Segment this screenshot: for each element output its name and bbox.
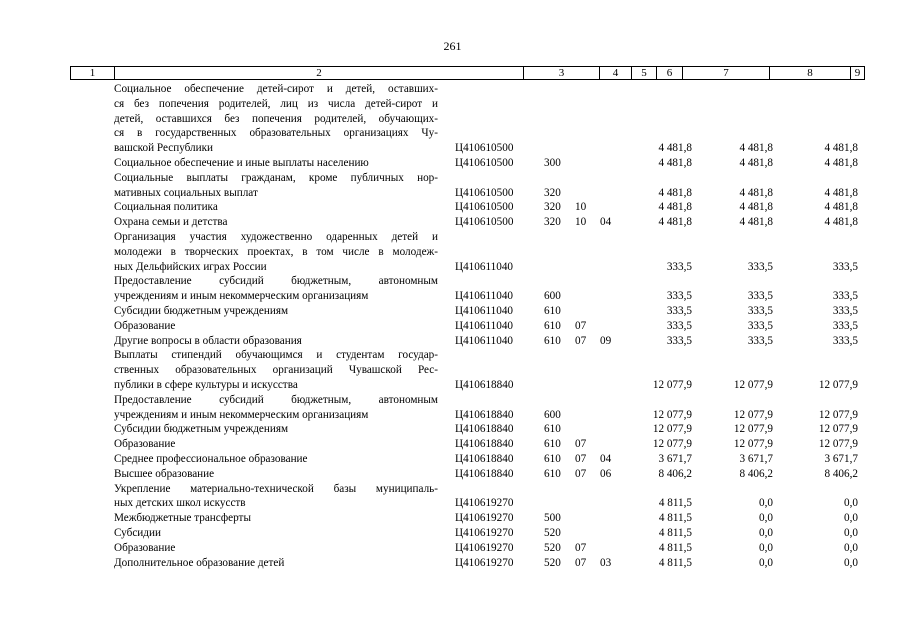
row-name — [114, 526, 438, 541]
row-value-9: 0,0 — [844, 526, 858, 539]
row-value-9: 3 671,7 — [824, 452, 858, 465]
row-value-9: 0,0 — [844, 541, 858, 554]
row-name — [114, 274, 438, 304]
row-value-9: 0,0 — [844, 512, 858, 525]
row-value-8: 3 671,7 — [739, 452, 773, 465]
row-name — [114, 452, 438, 467]
row-name-line: Предоставление субсидий бюджетным, автономным — [114, 393, 438, 406]
row-col-5: 07 — [575, 452, 587, 465]
row-name — [114, 541, 438, 556]
row-value-8: 4 481,8 — [739, 186, 773, 199]
row-code: Ц410618840 — [455, 467, 514, 480]
row-value-8: 8 406,2 — [739, 467, 773, 480]
row-name — [114, 230, 438, 274]
row-name — [114, 422, 438, 437]
row-name — [114, 319, 438, 334]
row-code: Ц410618840 — [455, 378, 514, 391]
row-name — [114, 200, 438, 215]
row-value-9: 333,5 — [832, 290, 858, 303]
table-row — [0, 526, 905, 541]
row-code: Ц410610500 — [455, 201, 514, 214]
row-value-8: 4 481,8 — [739, 156, 773, 169]
row-value-7: 4 811,5 — [658, 512, 692, 525]
row-col-6: 09 — [600, 334, 612, 347]
row-code: Ц410610500 — [455, 216, 514, 229]
row-code: Ц410618840 — [455, 408, 514, 421]
table-row — [0, 334, 905, 349]
row-code: Ц410611040 — [455, 334, 514, 347]
table-row — [0, 393, 905, 423]
row-value-9: 333,5 — [832, 260, 858, 273]
row-col-4: 600 — [544, 290, 561, 303]
row-value-7: 4 811,5 — [658, 526, 692, 539]
table-row — [0, 437, 905, 452]
table-row — [0, 467, 905, 482]
row-name-line: Высшее образование — [114, 467, 215, 480]
row-value-8: 0,0 — [759, 526, 773, 539]
table-row — [0, 200, 905, 215]
row-name-line: Социальное обеспечение детей-сирот и детей, оставших- — [114, 83, 438, 95]
row-name — [114, 156, 438, 171]
row-name — [114, 82, 438, 156]
row-name-line: Образование — [114, 541, 176, 554]
row-name-line: Социальное обеспечение и иные выплаты населению — [114, 156, 369, 169]
row-value-9: 0,0 — [844, 556, 858, 569]
row-code: Ц410619270 — [455, 512, 514, 525]
row-name — [114, 393, 438, 423]
row-col-5: 07 — [575, 438, 587, 451]
row-col-4: 610 — [544, 304, 561, 317]
row-value-7: 333,5 — [666, 304, 692, 317]
header-col-1: 1 — [89, 67, 96, 79]
row-code: Ц410618840 — [455, 438, 514, 451]
row-value-7: 4 481,8 — [658, 156, 692, 169]
table-row — [0, 452, 905, 467]
row-name-line: Среднее профессиональное образование — [114, 452, 308, 465]
table-row — [0, 556, 905, 571]
row-code: Ц410618840 — [455, 423, 514, 436]
row-name-line: молодежи в творческих проектах, в том числе в молодеж- — [114, 245, 438, 258]
row-code: Ц410611040 — [455, 304, 514, 317]
table-row — [0, 511, 905, 526]
row-value-8: 0,0 — [759, 497, 773, 510]
row-code: Ц410610500 — [455, 142, 514, 155]
row-value-9: 12 077,9 — [818, 438, 858, 451]
row-name-line: Другие вопросы в области образования — [114, 334, 302, 347]
row-name-line: Субсидии — [114, 526, 161, 539]
row-value-7: 4 481,8 — [658, 201, 692, 214]
row-col-6: 03 — [600, 556, 612, 569]
row-value-7: 333,5 — [666, 260, 692, 273]
row-value-8: 0,0 — [759, 541, 773, 554]
row-code: Ц410610500 — [455, 186, 514, 199]
row-name — [114, 482, 438, 512]
row-value-7: 12 077,9 — [652, 408, 692, 421]
header-col-2: 2 — [114, 67, 523, 79]
row-col-6: 06 — [600, 467, 612, 480]
row-col-4: 300 — [544, 156, 561, 169]
row-name — [114, 556, 438, 571]
row-value-9: 12 077,9 — [818, 378, 858, 391]
row-value-8: 4 481,8 — [739, 201, 773, 214]
row-col-5: 10 — [575, 201, 587, 214]
row-col-5: 07 — [575, 556, 587, 569]
header-col-9: 9 — [850, 67, 864, 79]
row-code: Ц410618840 — [455, 452, 514, 465]
row-name-line: ных Дельфийских играх России — [114, 260, 267, 273]
row-col-4: 320 — [544, 201, 561, 214]
row-name-line: учреждениям и иным некоммерческим организациям — [114, 408, 369, 421]
row-value-8: 333,5 — [747, 304, 773, 317]
row-col-4: 610 — [544, 438, 561, 451]
row-value-9: 333,5 — [832, 319, 858, 332]
row-name-line: ся без попечения родителей, лиц из числа детей-сирот и — [114, 97, 438, 110]
row-value-9: 12 077,9 — [818, 423, 858, 436]
row-value-7: 4 481,8 — [658, 142, 692, 155]
table-row — [0, 304, 905, 319]
row-name-line: Социальные выплаты гражданам, кроме публичных нор- — [114, 171, 438, 184]
row-value-7: 4 811,5 — [658, 556, 692, 569]
row-name — [114, 437, 438, 452]
row-name-line: детей, оставшихся без попечения родителей, обучающих- — [114, 112, 438, 125]
row-code: Ц410610500 — [455, 156, 514, 169]
row-value-8: 333,5 — [747, 334, 773, 347]
row-value-9: 4 481,8 — [824, 216, 858, 229]
row-code: Ц410611040 — [455, 290, 514, 303]
row-col-4: 520 — [544, 526, 561, 539]
row-col-5: 10 — [575, 216, 587, 229]
row-value-9: 4 481,8 — [824, 156, 858, 169]
row-value-8: 0,0 — [759, 512, 773, 525]
row-name — [114, 348, 438, 392]
table-row — [0, 274, 905, 304]
row-value-8: 333,5 — [747, 260, 773, 273]
row-value-7: 4 481,8 — [658, 216, 692, 229]
table-row — [0, 156, 905, 171]
row-col-4: 520 — [544, 556, 561, 569]
row-name-line: мативных социальных выплат — [114, 186, 258, 199]
row-name-line: учреждениям и иным некоммерческим организациям — [114, 290, 369, 303]
row-col-4: 600 — [544, 408, 561, 421]
row-value-7: 12 077,9 — [652, 438, 692, 451]
row-value-9: 12 077,9 — [818, 408, 858, 421]
row-value-8: 333,5 — [747, 319, 773, 332]
row-name-line: Субсидии бюджетным учреждениям — [114, 304, 289, 317]
row-code: Ц410619270 — [455, 541, 514, 554]
header-col-7: 7 — [682, 67, 769, 79]
table-row — [0, 541, 905, 556]
row-col-6: 04 — [600, 452, 612, 465]
row-value-9: 333,5 — [832, 304, 858, 317]
row-value-9: 333,5 — [832, 334, 858, 347]
row-code: Ц410611040 — [455, 260, 514, 273]
row-col-4: 520 — [544, 541, 561, 554]
row-value-7: 12 077,9 — [652, 423, 692, 436]
row-col-4: 610 — [544, 334, 561, 347]
row-value-9: 0,0 — [844, 497, 858, 510]
table-row — [0, 319, 905, 334]
row-name-line: Субсидии бюджетным учреждениям — [114, 423, 289, 436]
row-col-4: 610 — [544, 452, 561, 465]
row-col-5: 07 — [575, 334, 587, 347]
row-value-7: 3 671,7 — [658, 452, 692, 465]
row-value-7: 12 077,9 — [652, 378, 692, 391]
row-code: Ц410611040 — [455, 319, 514, 332]
row-name — [114, 467, 438, 482]
row-name — [114, 215, 438, 230]
table-row — [0, 82, 905, 156]
row-name-line: Охрана семьи и детства — [114, 216, 228, 229]
header-col-8: 8 — [769, 67, 850, 79]
table-row — [0, 171, 905, 201]
header-col-6: 6 — [656, 67, 682, 79]
row-name-line: ственных образовательных организаций Чувашской Рес- — [114, 364, 438, 377]
row-name — [114, 171, 438, 201]
row-name-line: Выплаты стипендий обучающимся и студентам государ- — [114, 349, 438, 362]
row-code: Ц410619270 — [455, 556, 514, 569]
row-value-8: 4 481,8 — [739, 216, 773, 229]
row-value-8: 12 077,9 — [733, 438, 773, 451]
row-col-5: 07 — [575, 467, 587, 480]
row-name-line: ся в государственных образовательных организациях Чу- — [114, 127, 438, 140]
row-name-line: Образование — [114, 319, 176, 332]
row-code: Ц410619270 — [455, 526, 514, 539]
row-name-line: вашской Республики — [114, 142, 214, 155]
header-col-3: 3 — [523, 67, 599, 79]
row-value-7: 333,5 — [666, 334, 692, 347]
row-value-8: 0,0 — [759, 556, 773, 569]
row-name — [114, 334, 438, 349]
row-col-4: 610 — [544, 319, 561, 332]
row-value-9: 4 481,8 — [824, 142, 858, 155]
row-value-8: 333,5 — [747, 290, 773, 303]
row-value-7: 8 406,2 — [658, 467, 692, 480]
header-col-4: 4 — [599, 67, 631, 79]
row-name-line: ных детских школ искусств — [114, 497, 246, 510]
row-value-7: 4 811,5 — [658, 541, 692, 554]
row-code: Ц410619270 — [455, 497, 514, 510]
row-value-8: 12 077,9 — [733, 378, 773, 391]
row-value-8: 12 077,9 — [733, 423, 773, 436]
row-col-4: 610 — [544, 467, 561, 480]
row-name-line: Укрепление материально-технической базы муниципаль- — [114, 482, 438, 495]
row-value-8: 4 481,8 — [739, 142, 773, 155]
row-col-4: 320 — [544, 186, 561, 199]
row-name — [114, 304, 438, 319]
row-col-4: 610 — [544, 423, 561, 436]
row-name — [114, 511, 438, 526]
row-value-9: 4 481,8 — [824, 201, 858, 214]
row-value-9: 4 481,8 — [824, 186, 858, 199]
row-name-line: Дополнительное образование детей — [114, 556, 285, 569]
row-value-9: 8 406,2 — [824, 467, 858, 480]
row-name-line: публики в сфере культуры и искусства — [114, 378, 298, 391]
page-number: 261 — [443, 39, 462, 53]
row-col-6: 04 — [600, 216, 612, 229]
header-col-5: 5 — [631, 67, 656, 79]
row-value-7: 4 481,8 — [658, 186, 692, 199]
row-name-line: Образование — [114, 438, 176, 451]
table-header-row — [70, 66, 865, 80]
table-row — [0, 348, 905, 392]
row-value-7: 4 811,5 — [658, 497, 692, 510]
row-name-line: Организация участия художественно одаренных детей и — [114, 230, 438, 243]
row-col-5: 07 — [575, 541, 587, 554]
table-row — [0, 482, 905, 512]
row-value-7: 333,5 — [666, 290, 692, 303]
row-col-4: 500 — [544, 512, 561, 525]
row-name-line: Социальная политика — [114, 201, 218, 214]
table-row — [0, 215, 905, 230]
row-name-line: Предоставление субсидий бюджетным, автономным — [114, 275, 438, 288]
table-row — [0, 422, 905, 437]
row-col-4: 320 — [544, 216, 561, 229]
row-col-5: 07 — [575, 319, 587, 332]
table-row — [0, 230, 905, 274]
table-body — [0, 82, 905, 570]
row-value-7: 333,5 — [666, 319, 692, 332]
row-value-8: 12 077,9 — [733, 408, 773, 421]
row-name-line: Межбюджетные трансферты — [114, 512, 251, 525]
